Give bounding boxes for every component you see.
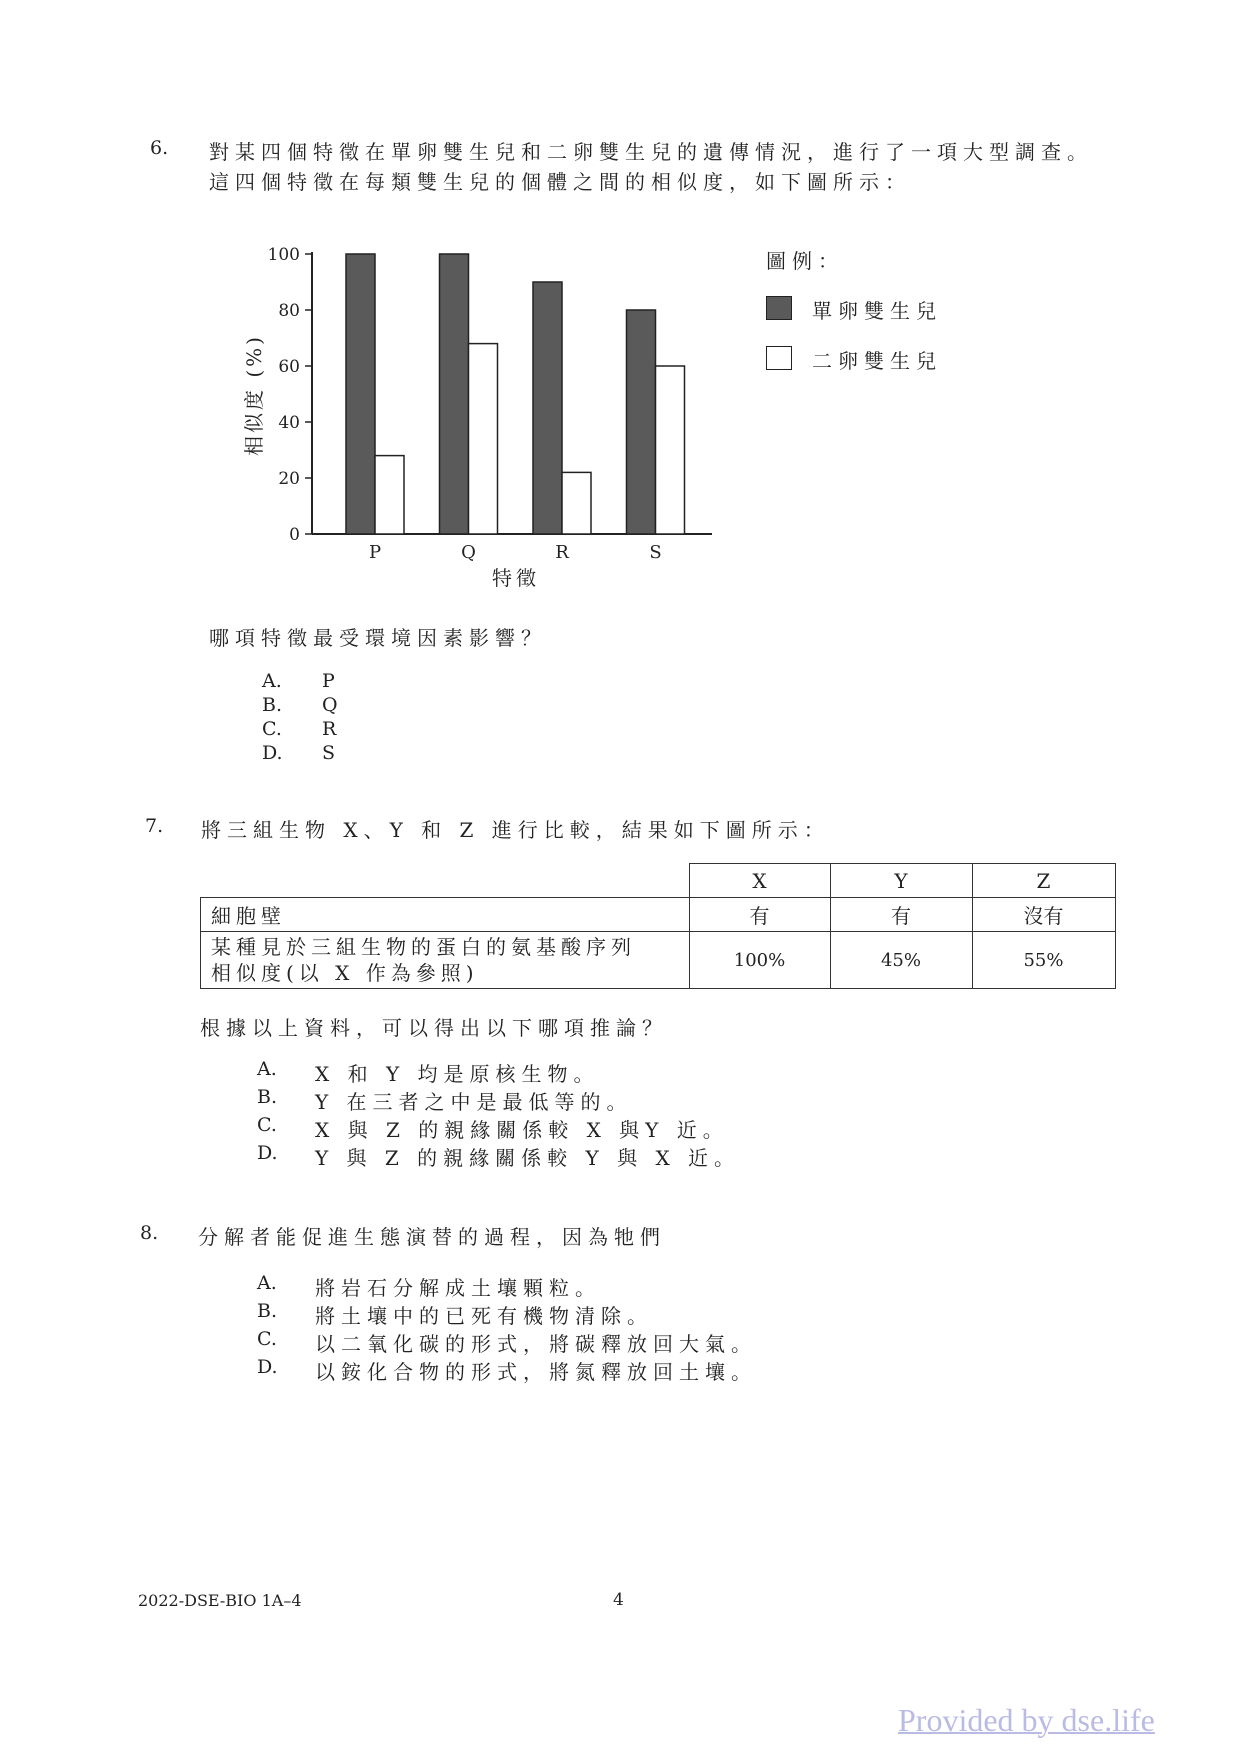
q8-option-d[interactable] <box>257 1356 757 1384</box>
q8-option-d-text: 以銨化合物的形式，將氮釋放回土壤。 <box>315 1360 757 1384</box>
q7-option-c-letter: C. <box>257 1114 277 1136</box>
q8-stem: 分解者能促進生態演替的過程，因為牠們 <box>198 1225 666 1249</box>
y-tick-label: 20 <box>278 469 300 489</box>
q8-number: 8. <box>140 1222 159 1244</box>
q6-stem-line2: 這四個特徵在每類雙生兒的個體之間的相似度，如下圖所示： <box>209 170 911 194</box>
table-header-x: X <box>689 864 830 898</box>
q8-option-c-letter: C. <box>257 1328 277 1350</box>
bar-fraternal-P <box>375 456 404 534</box>
bar-identical-R <box>533 282 562 534</box>
q8-option-b-text: 將土壤中的已死有機物清除。 <box>315 1304 653 1328</box>
q7-option-d-text: Y 與 Z 的親緣關係較 Y 與 X 近。 <box>315 1146 741 1170</box>
legend-label-fraternal: 二卵雙生兒 <box>812 349 942 373</box>
q8-options <box>257 1272 757 1384</box>
y-tick-label: 100 <box>267 245 300 265</box>
q8-option-a-letter: A. <box>257 1272 277 1294</box>
legend-swatch-fraternal <box>766 346 792 370</box>
q6-option-a-letter: A. <box>262 670 282 692</box>
q6-option-d-letter: D. <box>262 742 283 764</box>
y-tick-label: 40 <box>278 413 300 433</box>
q8-option-c-text: 以二氧化碳的形式，將碳釋放回大氣。 <box>315 1332 757 1356</box>
q6-option-b-letter: B. <box>262 694 283 716</box>
x-tick-label: S <box>649 542 662 563</box>
paper-code: 2022-DSE-BIO 1A–4 <box>138 1591 302 1610</box>
table-header-y: Y <box>830 864 972 898</box>
bar-fraternal-R <box>562 472 591 534</box>
q7-option-b-text: Y 在三者之中是最低等的。 <box>315 1090 633 1114</box>
table-cell: 55% <box>972 932 1115 989</box>
q7-question: 根據以上資料，可以得出以下哪項推論？ <box>200 1016 668 1040</box>
q7-option-d-letter: D. <box>257 1142 278 1164</box>
x-tick-label: P <box>368 542 382 563</box>
chart-svg <box>0 0 1240 600</box>
table-corner-cell <box>201 864 690 898</box>
table-row-label-cell-wall: 細胞壁 <box>201 898 690 932</box>
q6-question: 哪項特徵最受環境因素影響？ <box>209 626 547 650</box>
similarity-bar-chart <box>0 0 1240 600</box>
x-axis-title: 特徵 <box>492 566 540 590</box>
bar-fraternal-S <box>656 366 685 534</box>
table-cell: 有 <box>830 898 972 932</box>
x-tick-label: R <box>555 542 569 563</box>
q6-option-a[interactable] <box>262 670 335 694</box>
q8-option-b[interactable] <box>257 1300 653 1328</box>
q8-option-c[interactable] <box>257 1328 757 1356</box>
q7-option-a-text: X 和 Y 均是原核生物。 <box>315 1062 600 1086</box>
x-tick-label: Q <box>461 542 476 563</box>
table-row-label-similarity <box>201 932 690 989</box>
q6-options <box>262 670 338 766</box>
legend-swatch-identical <box>766 296 792 320</box>
comparison-table <box>200 863 1116 989</box>
q6-option-d[interactable] <box>262 742 336 766</box>
similarity-label-line1: 某種見於三組生物的蛋白的氨基酸序列 <box>211 935 636 959</box>
table-cell: 有 <box>689 898 830 932</box>
q6-option-b[interactable] <box>262 694 338 718</box>
q7-options <box>257 1058 741 1170</box>
q7-stem: 將三組生物 X、Y 和 Z 進行比較，結果如下圖所示： <box>201 818 830 842</box>
q8-option-d-letter: D. <box>257 1356 278 1378</box>
q7-option-b-letter: B. <box>257 1086 278 1108</box>
y-axis-title: 相似度 (%) <box>242 334 266 456</box>
table-header-z: Z <box>972 864 1115 898</box>
q7-option-b[interactable] <box>257 1086 633 1114</box>
q8-option-a-text: 將岩石分解成土壤顆粒。 <box>315 1276 601 1300</box>
q6-option-c-text: R <box>322 718 337 740</box>
q6-option-b-text: Q <box>322 694 338 716</box>
q6-option-d-text: S <box>322 742 336 764</box>
q8-option-b-letter: B. <box>257 1300 278 1322</box>
page-number: 4 <box>613 1590 624 1610</box>
bar-fraternal-Q <box>469 344 498 534</box>
table-cell: 45% <box>830 932 972 989</box>
legend-label-identical: 單卵雙生兒 <box>812 299 942 323</box>
q7-option-d[interactable] <box>257 1142 741 1170</box>
bar-identical-Q <box>440 254 469 534</box>
q7-option-a[interactable] <box>257 1058 600 1086</box>
q6-stem-line1: 對某四個特徵在單卵雙生兒和二卵雙生兒的遺傳情況，進行了一項大型調查。 <box>209 140 1093 164</box>
q6-number: 6. <box>150 137 169 159</box>
table-row <box>201 898 1116 932</box>
watermark-link[interactable]: Provided by dse.life <box>898 1702 1155 1738</box>
q7-number: 7. <box>145 815 164 837</box>
bar-identical-S <box>627 310 656 534</box>
q7-option-c-text: X 與 Z 的親緣關係較 X 與Y 近。 <box>315 1118 729 1142</box>
table-cell: 沒有 <box>972 898 1115 932</box>
table-cell: 100% <box>689 932 830 989</box>
legend-title: 圖例： <box>766 249 844 273</box>
q7-option-a-letter: A. <box>257 1058 277 1080</box>
table-header-row <box>201 864 1116 898</box>
q6-option-a-text: P <box>322 670 335 692</box>
q6-option-c-letter: C. <box>262 718 282 740</box>
similarity-label-line2: 相似度(以 X 作為參照) <box>211 961 479 985</box>
bar-identical-P <box>346 254 375 534</box>
q8-option-a[interactable] <box>257 1272 601 1300</box>
table-row <box>201 932 1116 989</box>
y-tick-label: 80 <box>278 301 300 321</box>
q6-option-c[interactable] <box>262 718 337 742</box>
y-tick-label: 60 <box>278 357 300 377</box>
q7-option-c[interactable] <box>257 1114 729 1142</box>
y-tick-label: 0 <box>289 525 300 545</box>
